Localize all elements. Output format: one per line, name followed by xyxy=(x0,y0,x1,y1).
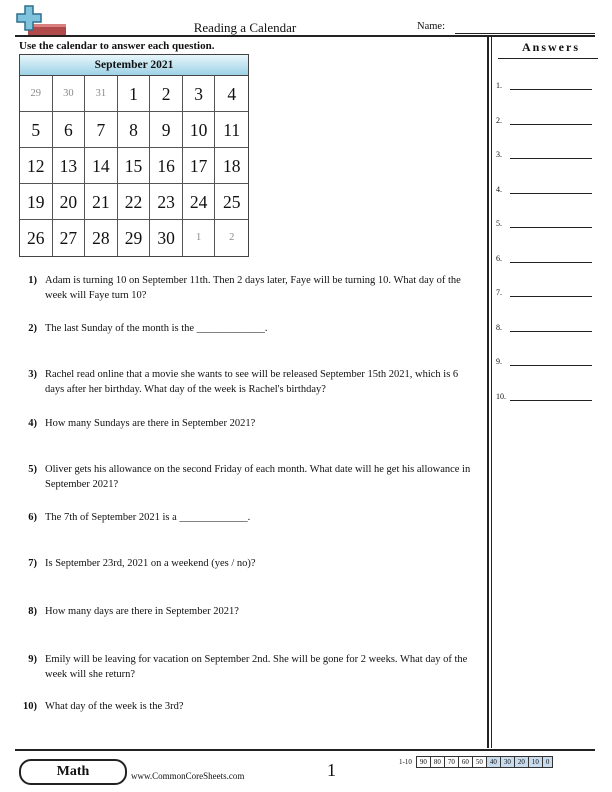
question xyxy=(19,273,479,303)
score-cell: 40 xyxy=(486,757,500,768)
answer-row xyxy=(496,287,596,297)
question-number: 3) xyxy=(28,369,37,380)
calendar-day: 8 xyxy=(118,112,151,148)
question-text: The 7th of September 2021 is a _____________. xyxy=(45,512,251,523)
calendar-day-outside-month: 31 xyxy=(85,76,118,112)
score-cell: 50 xyxy=(472,757,486,768)
question-text: Adam is turning 10 on September 11th. Then 2 days later, Faye will be turning 10. What day of the week will Faye turn 10? xyxy=(45,275,461,301)
calendar-day: 12 xyxy=(20,148,53,184)
question-text: What day of the week is the 3rd? xyxy=(45,701,184,712)
answer-number: 4. xyxy=(496,184,502,194)
answer-number: 1. xyxy=(496,81,502,90)
answers-title-underline xyxy=(498,58,598,59)
calendar-day: 20 xyxy=(53,184,86,220)
answer-number: 2. xyxy=(496,115,502,125)
question-text: How many Sundays are there in September 2021? xyxy=(45,418,256,429)
question xyxy=(19,367,479,397)
question-number: 4) xyxy=(28,418,37,429)
question xyxy=(19,699,479,714)
question xyxy=(19,652,479,682)
calendar-day: 27 xyxy=(53,220,86,256)
calendar-day: 24 xyxy=(183,184,216,220)
answer-blank[interactable] xyxy=(510,400,592,401)
answer-row xyxy=(496,253,596,263)
header-divider xyxy=(15,35,595,37)
score-cell: 90 xyxy=(416,757,430,768)
calendar-day: 19 xyxy=(20,184,53,220)
calendar-day: 5 xyxy=(20,112,53,148)
calendar-grid xyxy=(20,76,248,256)
page-number: 1 xyxy=(327,760,336,780)
calendar xyxy=(19,54,249,257)
calendar-month-header: September 2021 xyxy=(20,55,248,76)
answer-row xyxy=(496,322,596,332)
calendar-day: 4 xyxy=(215,76,248,112)
calendar-day: 29 xyxy=(118,220,151,256)
answer-row xyxy=(496,80,596,90)
question-text: Emily will be leaving for vacation on September 2nd. She will be gone for 2 weeks. What day of the week will she return? xyxy=(45,654,468,680)
footer-divider xyxy=(15,749,595,751)
question xyxy=(19,321,479,336)
column-divider xyxy=(487,36,489,748)
calendar-day: 16 xyxy=(150,148,183,184)
question-text: The last Sunday of the month is the _____________. xyxy=(45,323,268,334)
score-cell: 30 xyxy=(500,757,514,768)
calendar-day: 23 xyxy=(150,184,183,220)
score-row xyxy=(396,757,553,768)
question xyxy=(19,510,479,525)
calendar-day: 18 xyxy=(215,148,248,184)
question-number: 5) xyxy=(28,464,37,475)
calendar-day: 13 xyxy=(53,148,86,184)
question-number: 10) xyxy=(23,701,37,712)
score-cell: 80 xyxy=(430,757,444,768)
calendar-day: 15 xyxy=(118,148,151,184)
question-text: Rachel read online that a movie she wants to see will be released September 15th 2021, which is 6 days after her birthday. What day of the week is Rachel's birthday? xyxy=(45,369,459,395)
calendar-day: 30 xyxy=(150,220,183,256)
calendar-day: 14 xyxy=(85,148,118,184)
subject-badge: Math xyxy=(19,759,127,785)
calendar-day: 22 xyxy=(118,184,151,220)
calendar-day: 1 xyxy=(118,76,151,112)
calendar-day: 7 xyxy=(85,112,118,148)
calendar-day-outside-month: 30 xyxy=(53,76,86,112)
answer-number: 7. xyxy=(496,288,502,297)
column-divider-inner xyxy=(491,36,492,748)
answer-row xyxy=(496,218,596,228)
calendar-day: 11 xyxy=(215,112,248,148)
calendar-day: 28 xyxy=(85,220,118,256)
answer-blank[interactable] xyxy=(510,331,592,332)
question-number: 6) xyxy=(28,512,37,523)
answer-row xyxy=(496,356,596,366)
question xyxy=(19,604,479,619)
question-number: 7) xyxy=(28,558,37,569)
answer-row xyxy=(496,115,596,125)
score-cell: 0 xyxy=(542,757,553,768)
answer-number: 10. xyxy=(496,391,506,401)
instructions: Use the calendar to answer each question. xyxy=(19,40,215,52)
answer-blank[interactable] xyxy=(510,193,592,194)
calendar-day-outside-month: 29 xyxy=(20,76,53,112)
answer-number: 8. xyxy=(496,322,502,332)
question-number: 2) xyxy=(28,323,37,334)
answer-number: 9. xyxy=(496,357,502,366)
page-title: Reading a Calendar xyxy=(193,20,297,35)
answer-number: 5. xyxy=(496,219,502,228)
answer-blank[interactable] xyxy=(510,124,592,125)
answer-blank[interactable] xyxy=(510,365,592,366)
answer-row xyxy=(496,391,596,401)
score-cell: 10 xyxy=(528,757,542,768)
calendar-day-outside-month: 2 xyxy=(229,232,235,243)
name-field[interactable] xyxy=(455,33,595,34)
answer-row xyxy=(496,149,596,159)
question-text: How many days are there in September 2021? xyxy=(45,606,239,617)
calendar-day: 26 xyxy=(20,220,53,256)
calendar-day: 25 xyxy=(215,184,248,220)
score-cell: 70 xyxy=(444,757,458,768)
question-text: Oliver gets his allowance on the second Friday of each month. What date will he get his allowance in September 2021? xyxy=(45,464,471,490)
question xyxy=(19,416,479,431)
question-number: 1) xyxy=(28,275,37,286)
question-number: 9) xyxy=(28,654,37,665)
calendar-day: 2 xyxy=(150,76,183,112)
answer-number: 3. xyxy=(496,150,502,159)
answer-row xyxy=(496,184,596,194)
score-table xyxy=(396,756,553,768)
answer-blank[interactable] xyxy=(510,89,592,90)
answer-blank[interactable] xyxy=(510,262,592,263)
name-label: Name: xyxy=(417,21,445,32)
score-cell: 20 xyxy=(514,757,528,768)
score-range-label: 1-10 xyxy=(399,758,412,766)
answer-number: 6. xyxy=(496,253,502,263)
answers-title: Answers xyxy=(522,40,580,54)
calendar-day: 9 xyxy=(150,112,183,148)
calendar-day: 6 xyxy=(53,112,86,148)
score-cell: 60 xyxy=(458,757,472,768)
answer-blank[interactable] xyxy=(510,158,592,159)
question-text: Is September 23rd, 2021 on a weekend (yes / no)? xyxy=(45,558,256,569)
calendar-day: 10 xyxy=(183,112,216,148)
site-url: www.CommonCoreSheets.com xyxy=(131,771,245,781)
question xyxy=(19,462,479,492)
calendar-day: 17 xyxy=(183,148,216,184)
calendar-day: 3 xyxy=(183,76,216,112)
answer-blank[interactable] xyxy=(510,227,592,228)
calendar-day-outside-month: 1 xyxy=(183,220,216,256)
calendar-day: 21 xyxy=(85,184,118,220)
question-number: 8) xyxy=(28,606,37,617)
answer-blank[interactable] xyxy=(510,296,592,297)
question xyxy=(19,556,479,571)
